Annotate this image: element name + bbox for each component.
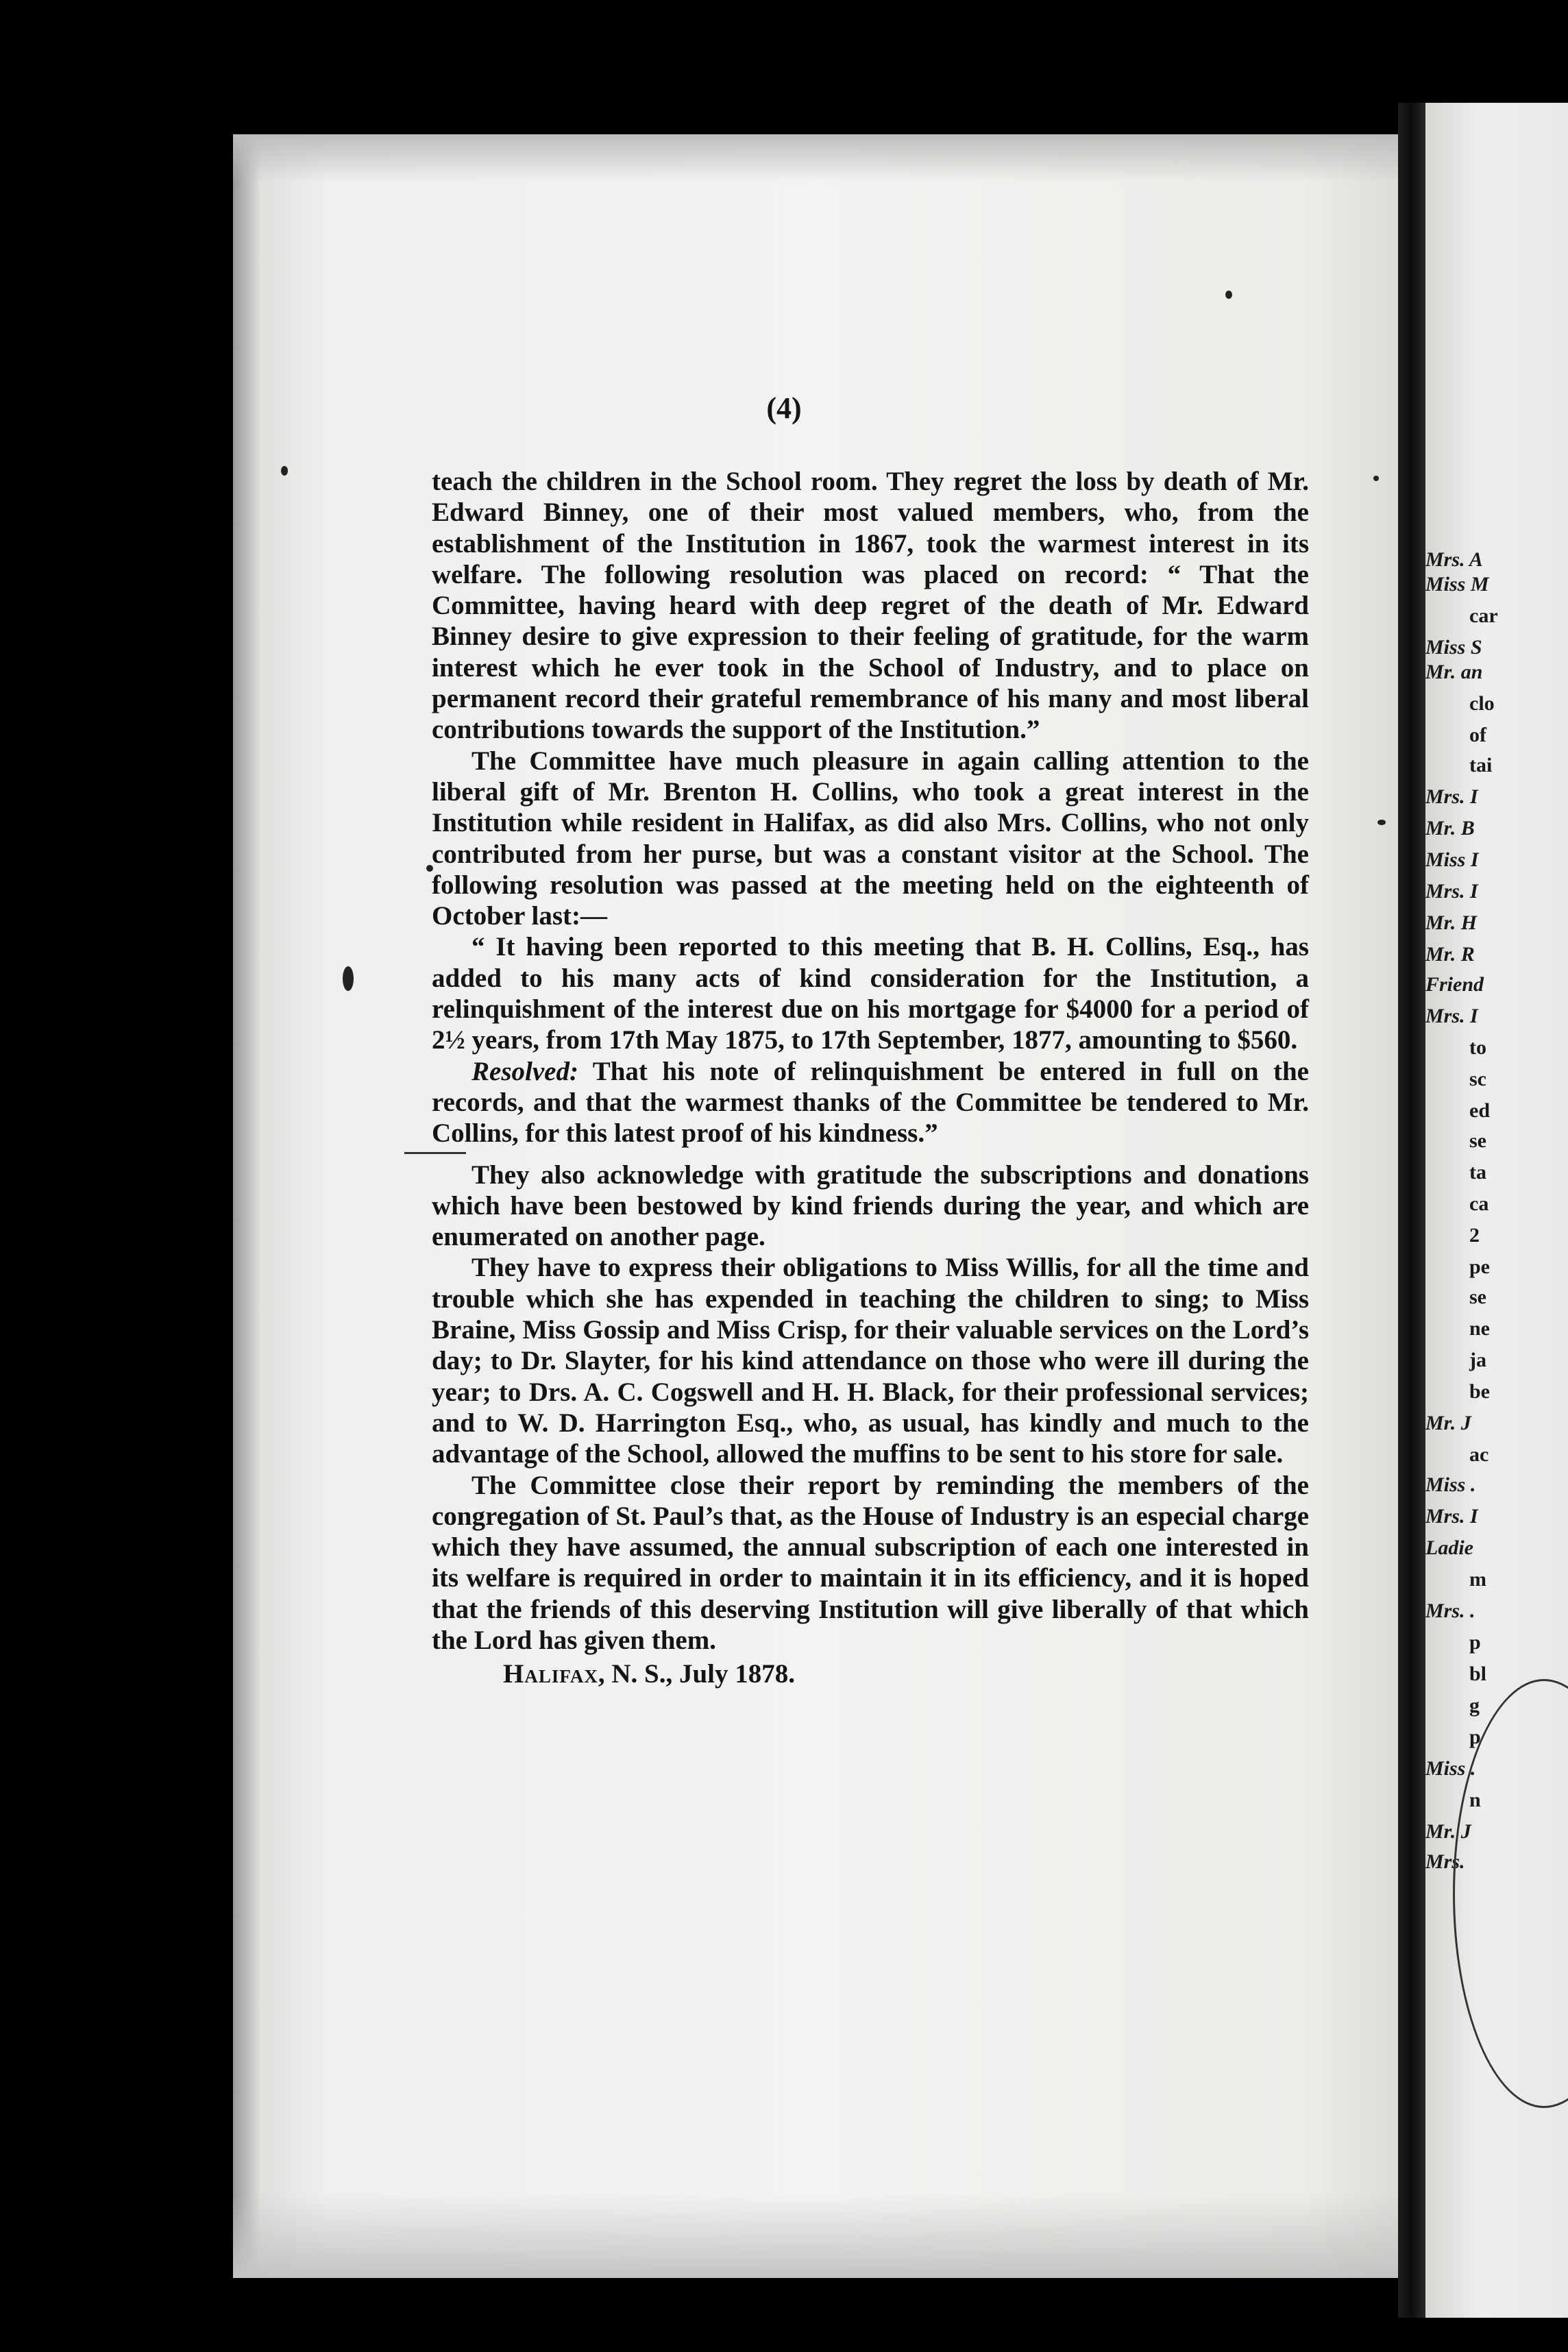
facing-page-fragment: Miss M [1425, 573, 1489, 596]
facing-page-fragment: Mr. B [1425, 817, 1475, 840]
facing-page-fragment: Ladie [1425, 1536, 1473, 1559]
ink-speck [281, 466, 288, 476]
facing-page-fragment: Mrs. . [1425, 1600, 1475, 1622]
paragraph [432, 1056, 1309, 1149]
paragraph-text: They have to express their obligations to Miss Willis, for all the time and trouble which she has expended in teaching the children to sing; to Miss Braine, Miss Gossip and Miss Crisp, for their valuable services on the Lord’s day; to Dr. Slayter, for his kind attendance on those who were ill during the year; to Drs. A. C. Cogswell and H. H. Black, for their professional services; and to W. D. Harrington Esq., who, as usual, has kindly and much to the advantage of the School, allowed the muffins to be sent to his store for sale. [432, 1253, 1309, 1469]
facing-page-fragment: ne [1469, 1317, 1490, 1340]
report-text-block [432, 466, 1309, 1690]
page-top-shadow [233, 134, 1398, 182]
facing-page-fragment: Miss I [1425, 848, 1479, 871]
paragraph-text: teach the children in the School room. They regret the loss by death of Mr. Edward Binney, one of their most valued members, who, from the establishment of the Institution in 1867, took the warmest interest in its welfare. The following resolution was placed on record: “ That the Committee, having heard with deep regret of the death of Mr. Edward Binney desire to give expression to their feeling of gratitude, for the warm interest which he ever took in the School of Industry, and to place on permanent record their grateful remembrance of his many and most liberal contributions towards the support of the Institution.” [432, 467, 1309, 745]
facing-page-fragment: m [1469, 1568, 1486, 1591]
paragraph-text: The Committee have much pleasure in again calling attention to the liberal gift of Mr. Brenton H. Collins, who took a great interest in the Institution while resident in Halifax, as did also Mrs. Collins, who not only contributed from her purse, but was a constant visitor at the School. The following resolution was passed at the meeting held on the eighteenth of October last:— [432, 746, 1309, 931]
ink-speck [1373, 476, 1379, 481]
page-number: (4) [766, 391, 802, 425]
facing-page-fragment: Mr. H [1425, 911, 1478, 934]
paragraph [432, 1470, 1309, 1656]
ink-speck [1225, 291, 1232, 299]
short-rule [404, 1152, 466, 1154]
paragraph-text: “ It having been reported to this meeting that B. H. Collins, Esq., has added to his many acts of kind consideration for the Institution, a relinquishment of the interest due on his mortgage for $4000 for a period of 2½ years, from 17th May 1875, to 17th September, 1877, amounting to $560. [432, 932, 1309, 1055]
facing-page-fragment: se [1469, 1286, 1486, 1308]
facing-page-fragment: ac [1469, 1443, 1489, 1466]
facing-page-fragment: ta [1469, 1161, 1486, 1184]
facing-page-fragment: Miss . [1425, 1473, 1476, 1496]
facing-page-fragment: ca [1469, 1192, 1489, 1215]
date-text: , N. S., July 1878. [598, 1659, 795, 1689]
facing-page-fragment: se [1469, 1129, 1486, 1152]
facing-page-fragment: p [1469, 1726, 1481, 1748]
paragraph-text: They also acknowledge with gratitude the subscriptions and donations which have been bestowed by kind friends during the year, and which are enumerated on another page. [432, 1160, 1309, 1252]
facing-page-fragment: tai [1469, 754, 1493, 776]
paragraph [432, 1252, 1309, 1469]
page-edge-shadow [233, 134, 260, 2278]
paragraph [432, 746, 1309, 932]
paragraph [432, 466, 1309, 746]
facing-page-fragment: Mrs. I [1425, 1005, 1478, 1027]
paragraph-text: The Committee close their report by reminding the members of the congregation of St. Paul’s that, as the House of Industry is an especial charge which they have assumed, the annual subscription of each one interested in its welfare is required in order to maintain it in its efficiency, and it is hoped that the friends of this deserving Institution will give liberally of that which the Lord has given them. [432, 1470, 1309, 1655]
facing-page-fragment: Mr. R [1425, 943, 1475, 966]
facing-page-fragment: pe [1469, 1255, 1490, 1278]
facing-page-fragment: Mrs. I [1425, 785, 1478, 808]
resolved-label: Resolved: [471, 1056, 578, 1086]
facing-page-fragment: Mrs. A [1425, 548, 1483, 571]
page-bottom-shadow [233, 2193, 1398, 2278]
paragraph-text: That his note of relinquishment be entered in full on the records, and that the warmest thanks of the Committee be tendered to Mr. Collins, for this latest proof of his kindness.” [432, 1056, 1309, 1149]
facing-page-fragment: Mr. an [1425, 661, 1483, 683]
ink-speck [343, 966, 354, 991]
ink-speck [1377, 820, 1386, 825]
facing-page-fragment: Mrs. [1425, 1850, 1465, 1873]
facing-page-fragment: 2 [1469, 1224, 1480, 1247]
facing-page-fragment: bl [1469, 1663, 1487, 1685]
facing-page-fragment: clo [1469, 692, 1495, 715]
facing-page-fragment: be [1469, 1380, 1490, 1403]
facing-page-fragment: of [1469, 724, 1486, 746]
facing-page-fragment: Mr. J [1425, 1412, 1471, 1434]
facing-page-fragment: Mr. J [1425, 1820, 1471, 1843]
facing-page-fragment: ed [1469, 1099, 1490, 1122]
place-name: Halifax [503, 1659, 598, 1689]
place-date-line [432, 1658, 1309, 1689]
facing-page-fragment: sc [1469, 1068, 1486, 1090]
facing-page-fragment: g [1469, 1694, 1480, 1717]
facing-page-fragment: Mrs. I [1425, 880, 1478, 903]
facing-page-fragment: Miss . [1425, 1757, 1476, 1780]
facing-page-fragment: Miss S [1425, 636, 1482, 659]
facing-page-fragment: Friend [1425, 973, 1484, 996]
facing-page-fragment: n [1469, 1789, 1481, 1811]
facing-page-fragment: to [1469, 1036, 1486, 1059]
facing-page-fragment: car [1469, 604, 1498, 627]
facing-page-fragment: ja [1469, 1349, 1486, 1371]
facing-page-fragment: p [1469, 1631, 1481, 1654]
book-gutter [1398, 103, 1425, 2318]
facing-page-fragment: Mrs. I [1425, 1505, 1478, 1528]
paragraph [432, 1160, 1309, 1253]
paragraph [432, 931, 1309, 1055]
